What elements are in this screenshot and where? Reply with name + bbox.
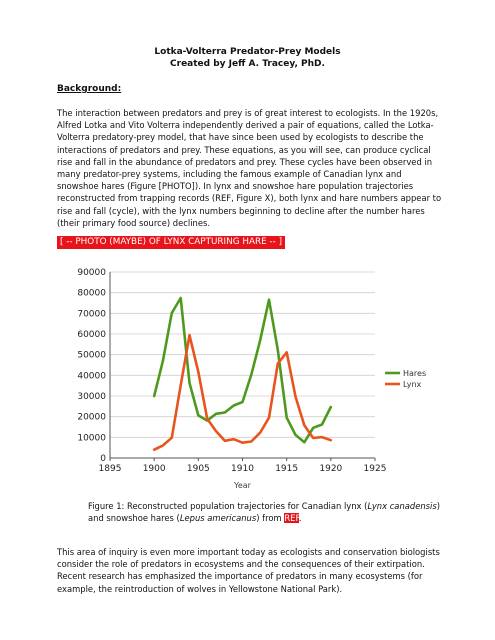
y-tick-label: 30000 (77, 392, 106, 402)
conservation-paragraph: This area of inquiry is even more important today as ecologists and conservation biologists consider the role of predators in ecosystems and the consequences of their extirpation. Recent research has emphasized the importance of predators in many ecosystems (for example, the reintroduction of wolves in Yellowstone National Park). (57, 547, 440, 594)
x-tick-label: 1900 (142, 464, 166, 474)
data-point-lynx (242, 442, 244, 444)
y-tick-label: 0 (100, 454, 106, 464)
data-point-lynx (330, 439, 332, 441)
y-tick-label: 60000 (77, 330, 106, 340)
x-tick-label: 1925 (363, 464, 387, 474)
data-point-hares (250, 374, 252, 376)
data-point-hares (303, 441, 305, 443)
x-tick-label: 1915 (275, 464, 299, 474)
legend-label-lynx: Lynx (403, 380, 422, 389)
x-tick-label: 1920 (319, 464, 343, 474)
caption-lynx-latin: Lynx canadensis (367, 501, 437, 511)
data-point-lynx (224, 440, 226, 442)
data-point-lynx (268, 417, 270, 419)
x-tick-label: 1905 (186, 464, 210, 474)
background-paragraph: The interaction between predators and prey is of great interest to ecologists. In the 1920s, Alfred Lotka and Vito Volterra independently derived a pair of equations, called the Lotka-Volterra predatory-prey model, that have since been used by ecologists to describe the interactions of predators and prey. These equations, as you will see, can produce cyclical rise and fall in the abundance of predators and prey. These cycles have been observed in many predator-prey systems, including the famous example of Canadian lynx and snowshoe hares (Figure [PHOTO]). In lynx and snowshoe hare population trajectories reconstructed from trapping records (REF, Figure X), both lynx and hare numbers appear to rise and fall (cycle), with the lynx numbers beginning to decline after the number hares (their primary food source) declines. (57, 108, 442, 228)
data-point-hares (153, 395, 155, 397)
data-point-lynx (162, 444, 164, 446)
x-tick-label: 1910 (231, 464, 254, 474)
data-point-lynx (180, 384, 182, 386)
data-point-hares (277, 349, 279, 351)
data-point-lynx (312, 437, 314, 439)
data-point-hares (171, 312, 173, 314)
caption-end: . (298, 513, 302, 523)
y-tick-label: 70000 (77, 309, 106, 320)
data-point-lynx (321, 436, 323, 438)
data-point-hares (321, 424, 323, 426)
y-tick-label: 10000 (77, 433, 106, 444)
data-point-lynx (206, 418, 208, 420)
series-line-hares (154, 298, 331, 442)
data-point-hares (286, 417, 288, 419)
caption-hare-latin: Lepus americanus (179, 513, 257, 523)
data-point-hares (162, 360, 164, 362)
document-title: Lotka-Volterra Predator-Prey Models (154, 47, 341, 57)
y-tick-label: 80000 (77, 288, 106, 299)
population-chart (55, 255, 440, 495)
x-axis-title: Year (234, 481, 251, 490)
data-point-lynx (303, 424, 305, 426)
legend-label-hares: Hares (403, 369, 427, 378)
data-point-hares (224, 412, 226, 414)
data-point-hares (295, 434, 297, 436)
chart-svg (55, 255, 440, 495)
caption-after: ) from (256, 513, 285, 523)
figure-caption (88, 500, 448, 524)
data-point-lynx (215, 430, 217, 432)
y-tick-label: 50000 (77, 350, 106, 361)
data-point-lynx (250, 441, 252, 443)
document-author: Created by Jeff A. Tracey, PhD. (170, 59, 325, 69)
data-point-hares (268, 299, 270, 301)
data-point-lynx (171, 437, 173, 439)
data-point-hares (330, 406, 332, 408)
caption-ref: REF (284, 513, 299, 523)
caption-middle: ) and snowshoe hares ( (88, 501, 440, 523)
photo-placeholder: [ -- PHOTO (MAYBE) OF LYNX CAPTURING HARE -- ] (57, 236, 285, 249)
caption-prefix: Figure 1: Reconstructed population trajectories for Canadian lynx ( (88, 501, 368, 511)
y-tick-label: 90000 (77, 268, 106, 278)
data-point-lynx (153, 449, 155, 451)
y-tick-label: 20000 (77, 412, 106, 423)
data-point-lynx (286, 351, 288, 353)
data-point-hares (233, 405, 235, 407)
x-tick-label: 1895 (98, 464, 122, 474)
data-point-hares (259, 339, 261, 341)
series-line-lynx (154, 335, 331, 450)
data-point-hares (180, 297, 182, 299)
data-point-hares (312, 427, 314, 429)
section-heading: Background: (57, 84, 122, 94)
data-point-hares (189, 382, 191, 384)
data-point-hares (197, 415, 199, 417)
data-point-lynx (197, 371, 199, 373)
data-point-lynx (259, 432, 261, 434)
data-point-lynx (277, 363, 279, 365)
data-point-lynx (295, 396, 297, 398)
data-point-lynx (233, 438, 235, 440)
data-point-hares (215, 413, 217, 415)
y-tick-label: 40000 (77, 371, 106, 382)
data-point-lynx (189, 334, 191, 336)
data-point-hares (242, 401, 244, 403)
